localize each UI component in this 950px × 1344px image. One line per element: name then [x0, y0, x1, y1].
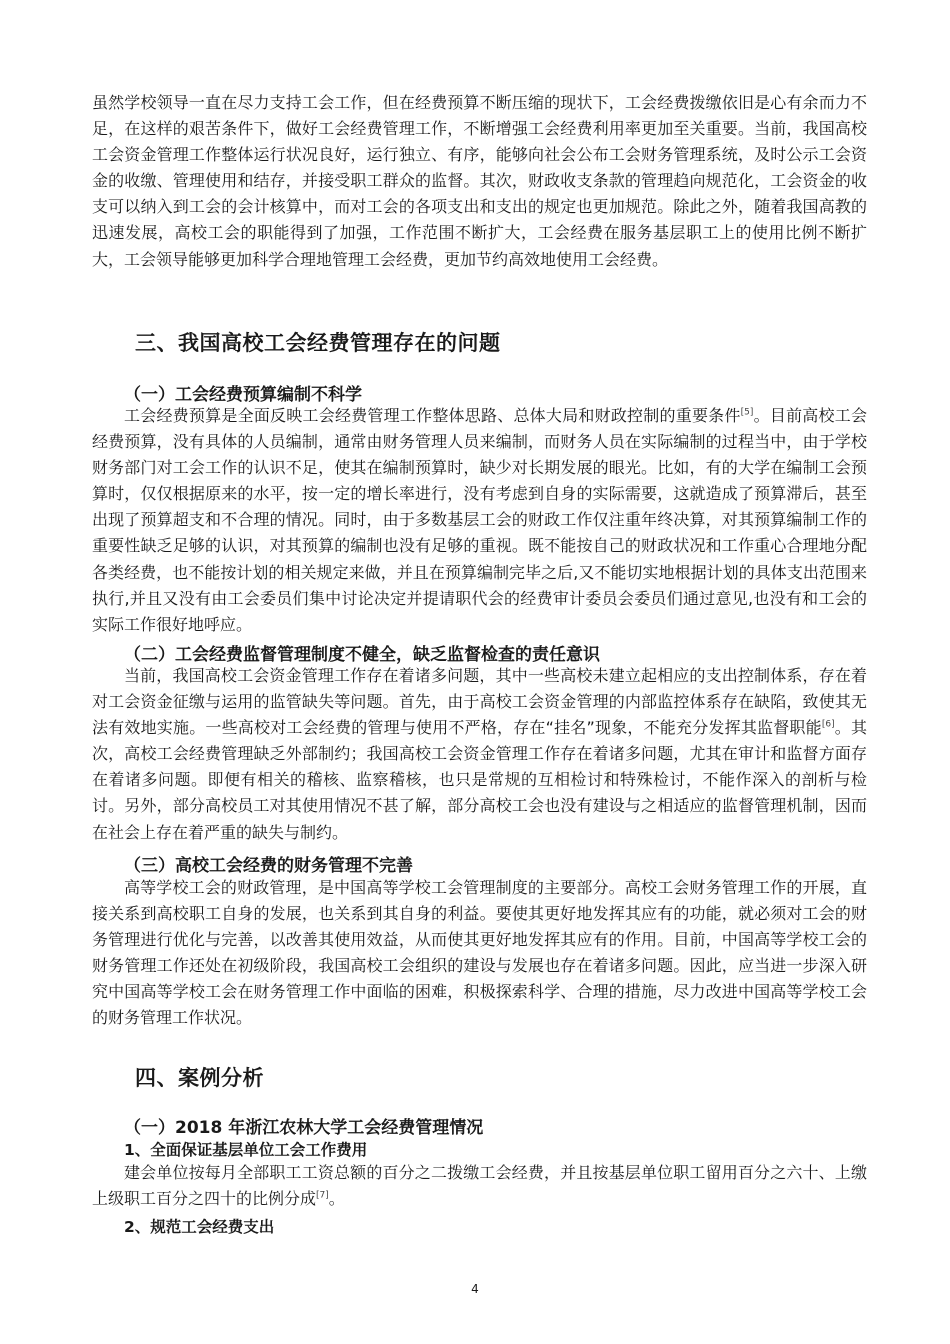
body-paragraph-intro: 虽然学校领导一直在尽力支持工会工作，但在经费预算不断压缩的现状下，工会经费拨缴依旧是心有余而力不足，在这样的艰苦条件下，做好工会经费管理工作，不断增强工会经费利用率更加至关重要。当前，我国高校工会资金管理工作整体运行状况良好，运行独立、有序，能够向社会公布工会财务管理系统，及时公示工会资金的收缴、管理使用和结存，并接受职工群众的监督。其次，财政收支条款的管理趋向规范化，工会资金的收支可以纳入到工会的会计核算中，而对工会的各项支出和支出的规定也更加规范。除此之外，随着我国高教的迅速发展，高校工会的职能得到了加强，工作范围不断扩大，工会经费在服务基层职工上的使用比例不断扩大，工会领导能够更加科学合理地管理工会经费，更加节约高效地使用工会经费。 [92, 93, 867, 269]
body-paragraph-budget [92, 403, 867, 638]
paragraph-text: 工会经费预算是全面反映工会经费管理工作整体思路、总体大局和财政控制的重要条件 [124, 406, 741, 425]
list-item-heading-2: 2、规范工会经费支出 [124, 1218, 275, 1236]
page-number: 4 [471, 1282, 479, 1296]
paragraph-text: 建会单位按每月全部职工工资总额的百分之二拨缴工会经费，并且按基层单位职工留用百分之六十、上缴上级职工百分之四十的比例分成 [92, 1163, 867, 1209]
paragraph-text: 。 [328, 1189, 345, 1209]
body-paragraph-allocation [92, 1160, 867, 1212]
section-heading-4: 四、案例分析 [135, 1066, 264, 1090]
section-heading-3: 三、我国高校工会经费管理存在的问题 [135, 331, 501, 355]
paragraph-text: 。其次，高校工会经费管理缺乏外部制约；我国高校工会资金管理工作存在着诸多问题，尤其在审计和监督方面存在着诸多问题。即便有相关的稽核、监察稽核，也只是常规的互相检讨和特殊检讨，不能作深入的剖析与检讨。另外，部分高校员工对其使用情况不甚了解，部分高校工会也没有建设与之相适应的监督管理机制，因而在社会上存在着严重的缺失与制约。 [92, 718, 867, 842]
citation-ref: [7] [316, 1190, 329, 1201]
paragraph-text: 当前，我国高校工会资金管理工作存在着诸多问题，其中一些高校未建立起相应的支出控制体系，存在着对工会资金征缴与运用的监管缺失等问题。首先，由于高校工会资金管理的内部监控体系存在缺陷，致使其无法有效地实施。一些高校对工会经费的管理与使用不严格，存在“挂名”现象，不能充分发挥其监督职能 [92, 666, 867, 738]
body-paragraph-supervision [92, 663, 867, 846]
paragraph-text: 。目前高校工会经费预算，没有具体的人员编制，通常由财务管理人员来编制，而财务人员在实际编制的过程当中，由于学校财务部门对工会工作的认识不足，使其在编制预算时，缺少对长期发展的眼光。比如，有的大学在编制工会预算时，仅仅根据原来的水平，按一定的增长率进行，没有考虑到自身的实际需要，这就造成了预算滞后，甚至出现了预算超支和不合理的情况。同时，由于多数基层工会的财政工作仅注重年终决算，对其预算编制工作的重要性缺乏足够的认识，对其预算的编制也没有足够的重视。既不能按自己的财政状况和工作重心合理地分配各类经费，也不能按计划的相关规定来做，并且在预算编制完毕之后,又不能切实地根据计划的具体支出范围来执行,并且又没有由工会委员们集中讨论决定并提请职代会的经费审计委员会委员们通过意见,也没有和工会的实际工作很好地呼应。 [92, 406, 867, 634]
subsection-heading-3-1: （一）工会经费预算编制不科学 [124, 385, 362, 405]
subsection-heading-3-2: （二）工会经费监督管理制度不健全，缺乏监督检查的责任意识 [124, 645, 600, 665]
list-item-heading-1: 1、全面保证基层单位工会工作费用 [124, 1141, 368, 1159]
body-paragraph-finance: 高等学校工会的财政管理，是中国高等学校工会管理制度的主要部分。高校工会财务管理工作的开展，直接关系到高校职工自身的发展，也关系到其自身的利益。要使其更好地发挥其应有的功能，就必须对工会的财务管理进行优化与完善，以改善其使用效益，从而使其更好地发挥其应有的作用。目前，中国高等学校工会的财务管理工作还处在初级阶段，我国高校工会组织的建设与发展也存在着诸多问题。因此，应当进一步深入研究中国高等学校工会在财务管理工作中面临的困难，积极探索科学、合理的措施，尽力改进中国高等学校工会的财务管理工作状况。 [92, 878, 867, 1028]
subsection-heading-3-3: （三）高校工会经费的财务管理不完善 [124, 856, 413, 876]
subsection-heading-4-1: （一）2018 年浙江农林大学工会经费管理情况 [124, 1118, 484, 1138]
citation-ref: [6] [821, 719, 835, 730]
citation-ref: [5] [740, 407, 754, 418]
